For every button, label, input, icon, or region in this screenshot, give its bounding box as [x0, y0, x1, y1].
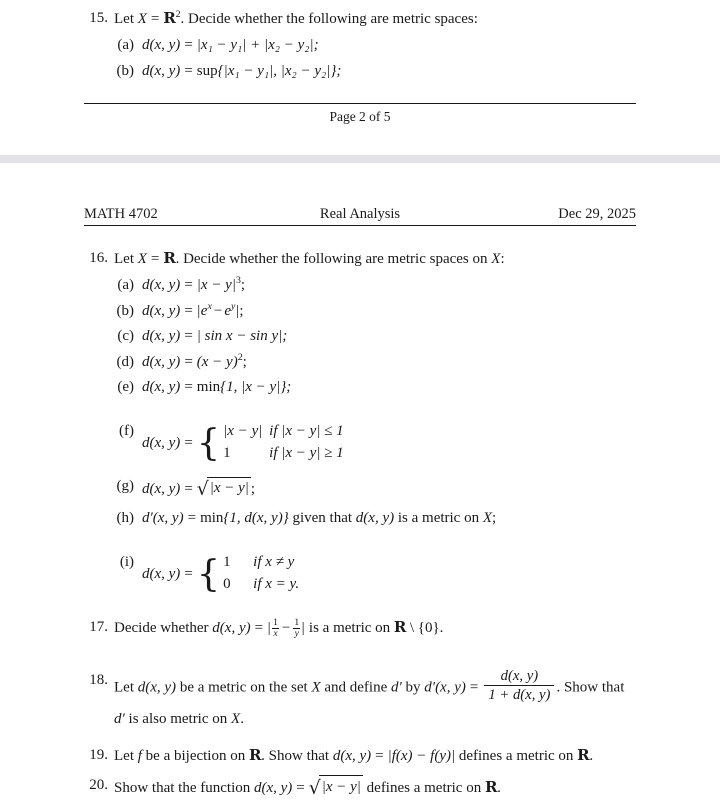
problem-16f-equation: d(x, y) = { |x − y| if |x − y| ≤ 1 1 if |x − y| ≥ 1: [142, 421, 344, 465]
problem-16i-equation: d(x, y) = { 1 if x ≠ y 0 if x = y.: [142, 552, 300, 596]
problem-18: [84, 656, 636, 729]
problem-16d-equation: d(x, $y) = (x - y)^2$;: [142, 351, 247, 370]
problem-16-item-d: [84, 353, 636, 373]
problem-19: [84, 745, 636, 766]
problem-16a-equation: d(x, $y) = |x - y|^3$;: [142, 275, 246, 294]
case-2-value: 1: [223, 444, 231, 461]
blackboard-R: R: [484, 777, 498, 796]
problem-19-number: 19.: [89, 747, 108, 764]
piecewise-cases-f: [197, 421, 344, 465]
problem-16g-equation: d(x, y) = √|x − y| ;: [142, 481, 255, 497]
variable-X: X: [137, 11, 147, 27]
header-rule: [84, 225, 636, 226]
problem-16-stem: Let X = R. Decide whether the following are metric spaces on X:: [114, 249, 505, 267]
case-2-condition: if |x − y| ≥ 1: [269, 444, 344, 461]
radicand: |x − y|: [207, 477, 251, 499]
item-label-i: (i): [119, 553, 134, 570]
problem-16-item-c: [84, 327, 636, 347]
fraction-d-over-one-plus-d: [484, 668, 554, 704]
fraction-numerator: d(x, y): [500, 668, 539, 685]
left-brace: {: [196, 421, 221, 465]
case-2-condition: if x = y.: [253, 575, 300, 592]
item-label-h: (h): [116, 510, 134, 527]
problem-15-block: [84, 8, 636, 81]
problem-18-statement-line-2: d′ is also metric on X.: [114, 711, 244, 728]
problem-17-statement: Decide whether d(x, y) = | $\frac{1}{x}$ − $\frac{1}{y}$ | is a metric on R \ {0}.: [114, 616, 444, 639]
page-footer: [84, 103, 636, 125]
case-2-value: 0: [223, 575, 231, 592]
problem-15-stem: Let $X = R^2$. Decide whether the following are metric spaces:: [114, 9, 478, 27]
blackboard-R: R: [248, 746, 262, 765]
problem-15-number: 15.: [89, 10, 108, 26]
item-label-d: (d): [116, 353, 134, 370]
page-lower: [0, 163, 720, 799]
footer-page-number: Page 2 of 5: [329, 109, 391, 124]
variable-X: X: [137, 251, 147, 267]
problem-18-statement-line-1: Let d(x, y) be a metric on the set X and define d′ by d′(x, y) = $\frac{d(x, y)}{1 + d(x, y)}$ . Show that: [114, 668, 625, 704]
blackboard-R: R: [163, 249, 176, 267]
case-1-value: |x − y|: [223, 423, 263, 439]
problem-16-item-e: [84, 378, 636, 398]
item-label-e: (e): [117, 379, 134, 396]
case-1-condition: if x ≠ y: [253, 554, 295, 570]
blackboard-R: R: [163, 9, 176, 27]
header-course-code: MATH 4702: [84, 206, 158, 222]
square-root-icon: √|x − y|: [196, 478, 249, 500]
problem-15a-equation: d(x, y) = |x₁ − y₁| + |x₂ − y₂|;: [142, 37, 319, 54]
fraction-one-over-y: $\frac{1}{y}$: [294, 616, 300, 639]
header-date: Dec 29, 2025: [558, 206, 636, 222]
page-break-separator: [0, 155, 720, 163]
problem-17: [84, 617, 636, 639]
radicand: |x − y|: [319, 775, 363, 797]
item-label-f: (f): [119, 422, 134, 439]
problem-15-item-a: [84, 36, 636, 56]
problem-16e-equation: d(x, y) = min{1, |x − y|};: [142, 379, 292, 396]
left-brace: {: [196, 552, 221, 596]
problem-20-number: 20.: [89, 777, 108, 794]
problem-17-number: 17.: [89, 619, 108, 636]
blackboard-R: R: [577, 746, 590, 765]
problem-16-number: 16.: [89, 250, 108, 266]
header-row: [84, 206, 636, 225]
item-label-c: (c): [117, 328, 134, 345]
problem-15b-equation: d(x, y) = sup{|x₁ − y₁|, |x₂ − y₂|};: [142, 62, 342, 79]
problem-20-statement: Show that the function d(x, y) = √|x − y| defines a metric on R.: [114, 780, 501, 796]
problem-19-statement: Let f be a bijection on R. Show that d(x, y) = |f(x) − f(y)| defines a metric on R.: [114, 746, 594, 765]
item-label-b: (b): [116, 302, 134, 319]
problem-18-number: 18.: [89, 672, 108, 689]
item-label-b: (b): [116, 62, 134, 79]
header-course-title: Real Analysis: [319, 206, 401, 222]
problem-16-item-i: [84, 539, 636, 597]
problem-16-item-h: [84, 509, 636, 529]
problem-16b-equation: d(x, $y) = |e^x - e^y|$;: [142, 300, 244, 319]
piecewise-cases-i: [197, 552, 299, 596]
case-1-condition: if |x − y| ≤ 1: [269, 423, 344, 439]
page-upper: [0, 0, 720, 155]
problem-15: [84, 8, 636, 29]
case-1-value: 1: [223, 554, 231, 570]
problem-16-item-f: [84, 408, 636, 466]
problem-16-item-b: [84, 302, 636, 322]
problems-body: [84, 248, 636, 801]
problem-15-item-b: [84, 62, 636, 82]
square-root-icon: √|x − y|: [309, 775, 363, 801]
item-label-a: (a): [117, 37, 134, 54]
problem-16c-equation: d(x, y) = | sin x − sin y|;: [142, 328, 288, 345]
problem-16: [84, 248, 636, 269]
problem-16-item-g: [84, 477, 636, 502]
fraction-one-over-x: $\frac{1}{x}$: [273, 616, 278, 639]
fraction-denominator: 1 + d(x, y): [484, 685, 554, 703]
problem-16h-equation: d′(x, y) = min{1, d(x, y)} given that d(x, y) is a metric on X;: [142, 510, 497, 527]
page-header: [84, 206, 636, 226]
problem-16-item-a: [84, 276, 636, 296]
item-label-a: (a): [117, 277, 134, 294]
item-label-g: (g): [116, 478, 134, 495]
problem-20: [84, 775, 636, 801]
blackboard-R: R: [393, 618, 407, 637]
